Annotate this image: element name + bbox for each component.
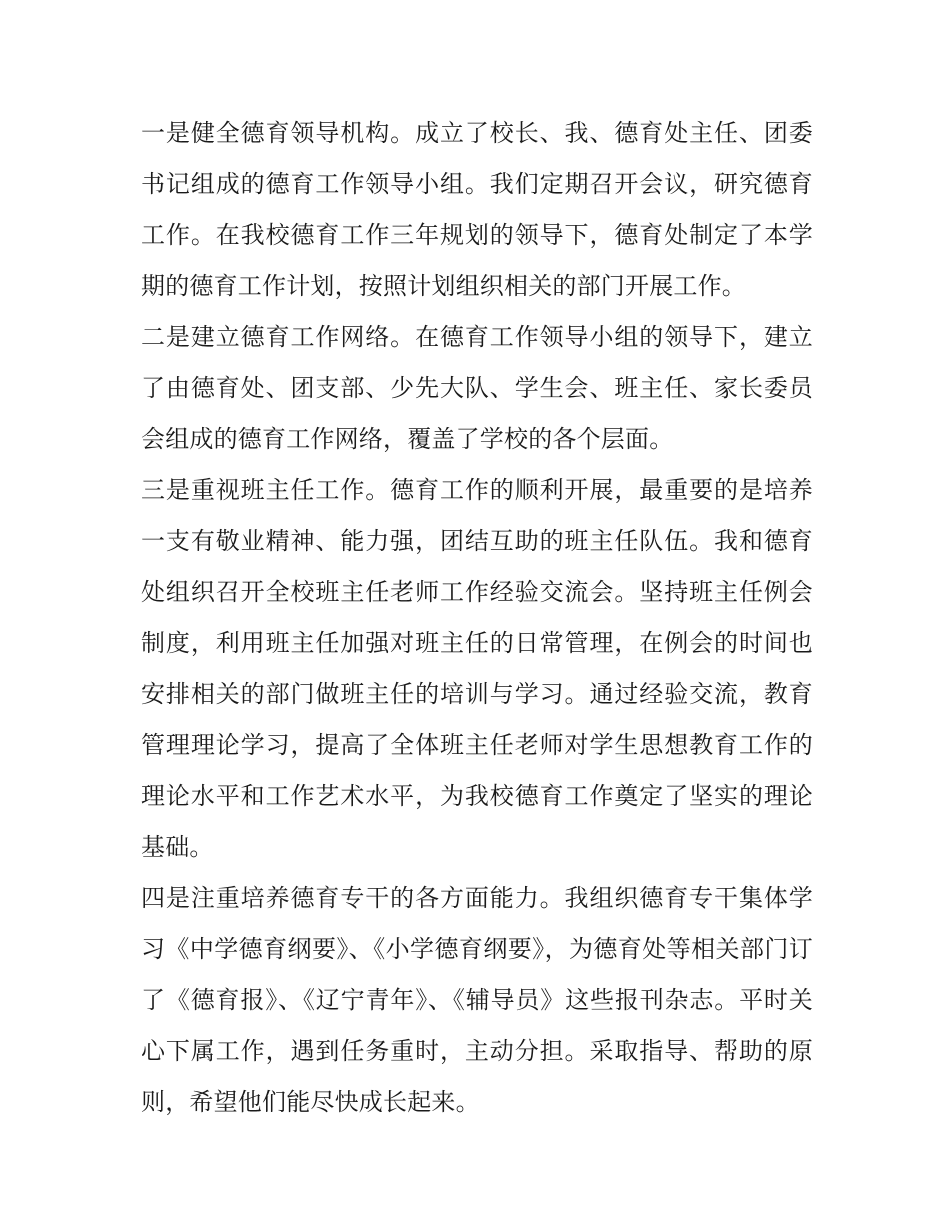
paragraph-1: 一是健全德育领导机构。成立了校长、我、德育处主任、团委书记组成的德育工作领导小组。我们定期召开会议，研究德育工作。在我校德育工作三年规划的领导下，德育处制定了本学期的德育工作计划，按照计划组织相关的部门开展工作。 [141,119,813,300]
paragraph-2: 二是建立德育工作网络。在德育工作领导小组的领导下，建立了由德育处、团支部、少先大队、学生会、班主任、家长委员会组成的德育工作网络，覆盖了学校的各个层面。 [141,323,813,453]
document-body [141,108,813,1128]
paragraph-4: 四是注重培养德育专干的各方面能力。我组织德育专干集体学习《中学德育纲要》、《小学德育纲要》，为德育处等相关部门订了《德育报》、《辽宁青年》、《辅导员》这些报刊杂志。平时关心下属工作，遇到任务重时，主动分担。采取指导、帮助的原则，希望他们能尽快成长起来。 [141,884,813,1116]
paragraph-3: 三是重视班主任工作。德育工作的顺利开展，最重要的是培养一支有敬业精神、能力强，团结互助的班主任队伍。我和德育处组织召开全校班主任老师工作经验交流会。坚持班主任例会制度，利用班主任加强对班主任的日常管理，在例会的时间也安排相关的部门做班主任的培训与学习。通过经验交流，教育管理理论学习，提高了全体班主任老师对学生思想教育工作的理论水平和工作艺术水平，为我校德育工作奠定了坚实的理论基础。 [141,476,813,861]
